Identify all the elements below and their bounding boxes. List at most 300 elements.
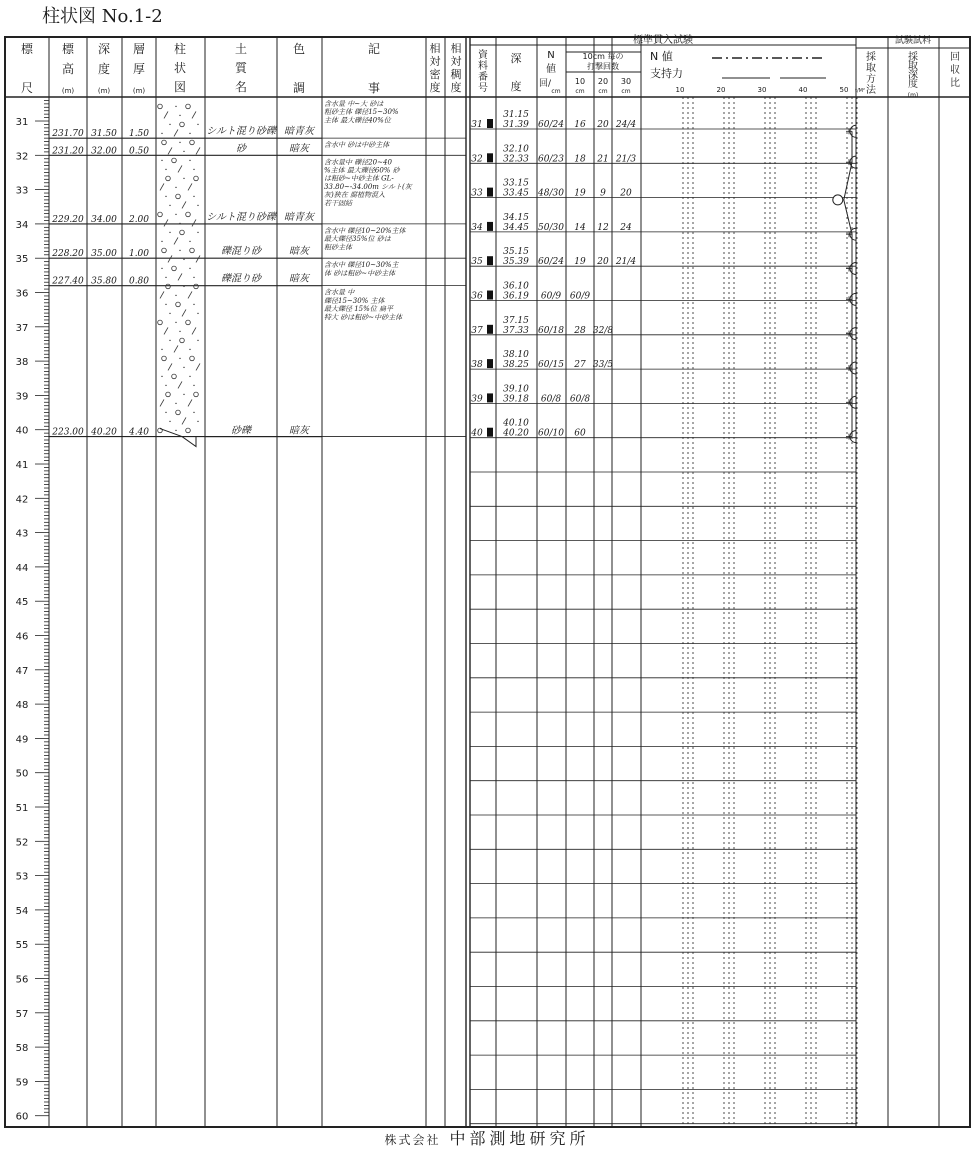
column-sand-mark (161, 241, 162, 242)
spt-sample-marker (487, 359, 493, 368)
spt-top-depth: 33.15 (503, 178, 529, 189)
n-value-line (844, 131, 852, 436)
layer-thickness: 2.00 (128, 214, 150, 225)
column-sand-mark (161, 376, 162, 377)
layer-depth: 35.00 (91, 249, 117, 260)
header-column: 図 (173, 80, 187, 94)
column-sand-mark (193, 196, 194, 197)
scale-label: 39 (15, 391, 29, 403)
column-silt-mark (174, 129, 178, 136)
spt-top-depth: 34.15 (503, 212, 529, 223)
header-scale: 標 (20, 42, 34, 56)
header-n-value: 値 (546, 64, 556, 75)
spt-blows-10: 60 (574, 428, 586, 439)
column-silt-mark (174, 345, 178, 352)
layer-soil-name: 砂 (236, 143, 246, 155)
column-sand-mark (183, 394, 184, 395)
spt-bottom-depth: 36.19 (503, 291, 529, 302)
layer-remark: 礫径15~30% 主体 (324, 296, 385, 305)
layer-depth: 31.50 (91, 129, 117, 140)
header-sampling-depth-unit: (m) (907, 92, 919, 99)
spt-bottom-depth: 34.45 (503, 222, 529, 233)
spt-n-value: 60/10 (538, 428, 564, 439)
header-relative-density: 密 (429, 68, 441, 81)
column-sand-mark (197, 205, 198, 206)
spt-sample-no: 37 (471, 325, 483, 336)
column-silt-mark (178, 165, 182, 172)
column-silt-mark (182, 417, 186, 424)
scale-label: 33 (15, 185, 29, 197)
header-thickness: 層 (132, 42, 146, 56)
header-blows-title: 打撃回数 (587, 62, 619, 71)
spt-n-value: 50/30 (538, 222, 564, 233)
column-sand-mark (193, 169, 194, 170)
header-sampling-depth: 度 (908, 79, 918, 90)
header-spt-group: 標準貫入試験 (633, 35, 693, 46)
spt-bottom-depth: 39.18 (503, 394, 529, 405)
column-silt-mark (160, 399, 164, 406)
scale-label: 53 (15, 871, 29, 883)
scale-label: 60 (15, 1111, 29, 1123)
header-blows-unit: cm (575, 88, 585, 95)
spt-sample-no: 33 (471, 188, 483, 199)
column-sand-mark (161, 160, 162, 161)
header-chart-bearing: 支持力 (650, 67, 683, 80)
header-n-unit: 回/ (538, 79, 552, 89)
spt-blows-10: 14 (574, 222, 586, 233)
column-gravel-mark (194, 176, 199, 181)
column-silt-mark (196, 147, 200, 154)
column-sand-mark (189, 349, 190, 350)
column-gravel-mark (172, 266, 177, 271)
header-elevation: 高 (61, 62, 75, 76)
column-sand-mark (183, 259, 184, 260)
company-name: 中部測地研究所 (449, 1129, 590, 1148)
spt-top-depth: 35.15 (503, 247, 529, 258)
column-sand-mark (169, 313, 170, 314)
spt-blows-10: 60/9 (569, 291, 591, 302)
column-sand-mark (197, 313, 198, 314)
column-gravel-mark (176, 302, 181, 307)
spt-bottom-depth: 40.20 (503, 428, 529, 439)
column-gravel-mark (158, 320, 163, 325)
column-gravel-mark (172, 158, 177, 163)
column-sand-mark (179, 250, 180, 251)
column-sand-mark (189, 241, 190, 242)
column-gravel-mark (190, 356, 195, 361)
layer-remark: 若干固結 (324, 199, 352, 208)
spt-blows-10: 60/8 (569, 394, 591, 405)
spt-sample-no: 35 (471, 257, 483, 268)
scale-label: 55 (15, 940, 29, 952)
column-gravel-mark (162, 356, 167, 361)
spt-top-depth: 39.10 (503, 384, 529, 395)
layer-elevation: 228.20 (52, 249, 84, 260)
column-silt-mark (188, 183, 192, 190)
header-blows-col: 20 (597, 77, 609, 86)
header-color: 調 (292, 81, 306, 95)
spt-sample-no: 39 (471, 394, 483, 405)
layer-remark: 含水量中 礫径20~40 (324, 158, 392, 167)
column-sand-mark (169, 205, 170, 206)
scale-label: 48 (15, 700, 29, 712)
header-spt-depth: 度 (510, 80, 522, 93)
spt-n-value: 60/23 (538, 154, 564, 165)
layer-remark: 含水中 礫径10~20%主体 (324, 226, 406, 235)
column-sand-mark (183, 151, 184, 152)
header-sampling-method: 法 (866, 85, 876, 96)
scale-label: 58 (15, 1043, 29, 1055)
spt-sample-marker (487, 119, 493, 128)
spt-blows-20: 32/8 (592, 325, 614, 336)
column-silt-mark (168, 255, 172, 262)
chart-tick-label: 20 (716, 86, 726, 94)
layer-remark: 最大礫径 15%位 扁平 (324, 305, 394, 314)
column-silt-mark (178, 273, 182, 280)
layer-depth: 32.00 (91, 146, 117, 157)
spt-top-depth: 40.10 (503, 418, 529, 429)
layer-elevation: 227.40 (52, 276, 84, 287)
layer-remark: 最大礫径35%位 砂は (324, 235, 391, 244)
spt-blows-10: 16 (574, 120, 586, 131)
spt-n-value: 60/24 (538, 120, 564, 131)
header-depth: 深 (97, 42, 111, 56)
column-silt-mark (164, 327, 168, 334)
header-sampling-method: 方 (866, 74, 876, 85)
spt-bottom-depth: 33.45 (503, 188, 529, 199)
layer-remark: 粗砂主体 (324, 243, 352, 252)
header-thickness: 厚 (132, 62, 146, 76)
layer-remark: 含水中 礫径10~30%主 (324, 261, 399, 270)
spt-blows-10: 27 (574, 360, 586, 371)
header-elevation: 標 (61, 42, 75, 56)
column-sand-mark (179, 223, 180, 224)
header-sampling-group: 試験試料 (894, 36, 932, 46)
column-sand-mark (179, 358, 180, 359)
header-sampling-depth: 取 (908, 61, 918, 72)
column-silt-mark (196, 255, 200, 262)
spt-blows-30: 24/4 (615, 120, 637, 131)
spt-blows-20: 20 (597, 257, 609, 268)
column-silt-mark (160, 183, 164, 190)
layer-remark: 主体 最大礫径40%位 (324, 116, 391, 125)
layer-color: 暗灰 (289, 273, 309, 285)
column-gravel-mark (158, 104, 163, 109)
header-recovery: 回 (950, 52, 960, 63)
scale-label: 37 (15, 322, 29, 334)
spt-blows-10: 28 (574, 325, 586, 336)
spt-sample-no: 32 (471, 154, 483, 165)
header-sample-no: 番 (478, 72, 488, 83)
column-sand-mark (179, 331, 180, 332)
layer-remark: は粗砂~中砂主体 GL- (324, 174, 394, 183)
column-sand-mark (165, 385, 166, 386)
column-sand-mark (169, 421, 170, 422)
column-gravel-mark (180, 230, 185, 235)
column-gravel-mark (190, 140, 195, 145)
page-title: 柱状図 No.1-2 (42, 6, 163, 27)
column-sand-mark (183, 178, 184, 179)
layer-remark: 含水量 中 (324, 288, 355, 297)
spt-sample-marker (487, 428, 493, 437)
spt-sample-marker (487, 291, 493, 300)
column-sand-mark (189, 268, 190, 269)
header-n-value: N (547, 50, 555, 61)
spt-sample-marker (487, 222, 493, 231)
column-sand-mark (193, 304, 194, 305)
layer-depth: 35.80 (91, 276, 117, 287)
header-soil-name: 土 (234, 42, 248, 56)
scale-label: 41 (15, 460, 29, 472)
column-sand-mark (161, 268, 162, 269)
column-gravel-mark (172, 374, 177, 379)
column-sand-mark (189, 376, 190, 377)
column-silt-mark (188, 291, 192, 298)
scale-label: 57 (15, 1008, 29, 1020)
header-soil-name: 名 (234, 80, 248, 94)
scale-label: 35 (15, 254, 29, 266)
column-gravel-mark (158, 212, 163, 217)
scale-label: 50 (15, 768, 29, 780)
column-gravel-mark (166, 392, 171, 397)
column-sand-mark (165, 196, 166, 197)
header-sampling-depth: 採 (908, 52, 918, 63)
layer-elevation: 229.20 (52, 214, 84, 225)
column-sand-mark (175, 430, 176, 431)
spt-bottom-depth: 38.25 (503, 360, 529, 371)
spt-n-value: 48/30 (538, 188, 564, 199)
header-blows-unit: cm (621, 88, 631, 95)
header-depth-unit: (m) (97, 87, 111, 95)
scale-label: 40 (15, 425, 29, 437)
layer-color: 暗灰 (289, 425, 309, 437)
column-silt-mark (168, 147, 172, 154)
column-gravel-mark (186, 212, 191, 217)
scale-label: 47 (15, 665, 29, 677)
column-sand-mark (183, 286, 184, 287)
scale-label: 54 (15, 905, 29, 917)
column-silt-mark (192, 111, 196, 118)
spt-n-value: 60/9 (540, 291, 562, 302)
layer-depth: 40.20 (91, 427, 117, 438)
column-sand-mark (189, 133, 190, 134)
layer-remark: 33.80~-34.00m シルト(灰 (324, 182, 412, 191)
spt-blows-20: 20 (597, 120, 609, 131)
column-sand-mark (197, 340, 198, 341)
header-color: 色 (292, 42, 306, 56)
header-chart-title: N 値 (650, 50, 673, 63)
layer-remark: 含水量 中~大 砂は (324, 100, 384, 108)
spt-sample-marker (487, 153, 493, 162)
chart-tick-label: 10 (675, 86, 685, 94)
header-relative-consistency: 稠 (450, 68, 462, 81)
spt-sample-marker (487, 188, 493, 197)
header-blows-unit: cm (598, 88, 608, 95)
layer-remark: %主体 最大礫径60% 砂 (324, 166, 400, 175)
header-relative-density: 相 (429, 42, 441, 55)
spt-blows-10: 19 (574, 188, 586, 199)
header-elevation-unit: (m) (61, 87, 75, 95)
layer-thickness: 1.00 (128, 249, 150, 260)
spt-blows-30: 24 (620, 222, 632, 233)
spt-blows-10: 19 (574, 257, 586, 268)
header-column: 状 (173, 61, 187, 75)
chart-tick-label: 40 (798, 86, 808, 94)
scale-label: 49 (15, 734, 29, 746)
column-sand-mark (175, 403, 176, 404)
column-sand-mark (161, 349, 162, 350)
column-gravel-mark (190, 248, 195, 253)
column-gravel-mark (180, 122, 185, 127)
spt-sample-no: 34 (471, 222, 483, 233)
column-sand-mark (175, 187, 176, 188)
column-sand-mark (179, 115, 180, 116)
column-sand-mark (165, 169, 166, 170)
n-value-point (833, 195, 843, 205)
scale-label: 44 (15, 562, 29, 574)
scale-label: 59 (15, 1077, 29, 1089)
scale-label: 34 (15, 219, 29, 231)
layer-color: 暗灰 (289, 246, 309, 258)
column-sand-mark (165, 412, 166, 413)
header-recovery: 収 (950, 65, 960, 76)
column-sand-mark (193, 277, 194, 278)
layer-color: 暗青灰 (284, 126, 314, 138)
layer-remark: 灰)狭在 腐植物混入 (324, 191, 385, 200)
header-blows-col: 30 (620, 77, 632, 86)
column-silt-mark (164, 219, 168, 226)
chart-tick-label: 50 (839, 86, 849, 94)
layer-soil-name: 砂礫 (231, 425, 251, 437)
layer-thickness: 0.50 (128, 146, 150, 157)
header-sampling-method: 採 (866, 52, 876, 63)
header-relative-consistency: 度 (450, 81, 462, 94)
header-remarks: 事 (367, 81, 381, 95)
column-gravel-mark (186, 104, 191, 109)
spt-sample-marker (487, 325, 493, 334)
scale-label: 32 (15, 151, 29, 163)
layer-remark: 体 砂は粗砂~中砂主体 (324, 269, 396, 278)
column-silt-mark (168, 363, 172, 370)
company-prefix: 株式会社 (384, 1133, 441, 1147)
column-sand-mark (165, 277, 166, 278)
layer-remark: 特大 砂は粗砂~中砂主体 (324, 313, 403, 322)
header-relative-density: 度 (429, 81, 441, 94)
column-gravel-mark (166, 176, 171, 181)
chart-tick-label: 30 (757, 86, 767, 94)
spt-sample-no: 31 (471, 120, 483, 131)
layer-elevation: 223.00 (52, 427, 84, 438)
column-silt-mark (164, 111, 168, 118)
scale-label: 43 (15, 528, 29, 540)
column-gravel-mark (186, 320, 191, 325)
header-blows-col: 10 (574, 77, 586, 86)
layer-soil-name: シルト混り砂礫 (206, 211, 276, 223)
layer-soil-name: シルト混り砂礫 (206, 126, 276, 138)
spt-top-depth: 37.15 (503, 315, 529, 326)
header-depth: 度 (97, 62, 111, 76)
spt-top-depth: 36.10 (503, 281, 529, 292)
header-n-unit: cm (551, 88, 561, 95)
column-silt-mark (196, 363, 200, 370)
column-sand-mark (175, 295, 176, 296)
layer-color: 暗青灰 (284, 211, 314, 223)
scale-label: 31 (15, 117, 29, 129)
spt-top-depth: 31.15 (503, 110, 529, 121)
column-gravel-mark (180, 338, 185, 343)
spt-bottom-depth: 35.39 (503, 257, 529, 268)
spt-bottom-depth: 32.33 (503, 154, 529, 165)
spt-blows-20: 33/5 (592, 360, 614, 371)
column-silt-mark (182, 309, 186, 316)
column-gravel-mark (186, 428, 191, 433)
column-gravel-mark (176, 410, 181, 415)
table-frame (5, 37, 970, 1127)
column-silt-mark (160, 291, 164, 298)
layer-thickness: 1.50 (128, 129, 150, 140)
column-silt-mark (178, 381, 182, 388)
column-sand-mark (169, 124, 170, 125)
scale-label: 52 (15, 837, 29, 849)
spt-sample-marker (487, 256, 493, 265)
column-silt-mark (174, 237, 178, 244)
column-sand-mark (189, 160, 190, 161)
column-gravel-mark (176, 194, 181, 199)
column-sand-mark (175, 106, 176, 107)
column-gravel-mark (194, 284, 199, 289)
column-silt-mark (188, 399, 192, 406)
layer-remark: 粗砂主体 礫径15~30% (324, 108, 399, 117)
column-silt-mark (182, 201, 186, 208)
header-sample-no: 号 (478, 83, 488, 94)
header-remarks: 記 (367, 42, 381, 56)
header-blows-title: 10cm 毎の (582, 52, 624, 61)
spt-top-depth: 32.10 (503, 144, 529, 155)
header-sample-no: 料 (478, 61, 488, 72)
column-sand-mark (161, 133, 162, 134)
header-soil-name: 質 (234, 61, 248, 75)
spt-sample-no: 36 (471, 291, 483, 302)
header-relative-density: 対 (429, 55, 441, 68)
column-gravel-mark (166, 284, 171, 289)
spt-blows-10: 18 (574, 154, 586, 165)
spt-n-value: 60/8 (540, 394, 562, 405)
spt-n-value: 60/24 (538, 257, 564, 268)
layer-depth: 34.00 (91, 214, 117, 225)
header-relative-consistency: 対 (450, 55, 462, 68)
spt-blows-20: 12 (597, 222, 609, 233)
column-gravel-mark (194, 392, 199, 397)
header-scale: 尺 (20, 81, 34, 95)
column-silt-mark (192, 219, 196, 226)
column-sand-mark (197, 124, 198, 125)
header-thickness-unit: (m) (132, 87, 146, 95)
scale-label: 36 (15, 288, 29, 300)
header-relative-consistency: 相 (450, 42, 462, 55)
scale-label: 45 (15, 597, 29, 609)
column-sand-mark (179, 142, 180, 143)
spt-n-value: 60/18 (538, 325, 564, 336)
column-end-mark (160, 429, 196, 447)
spt-sample-marker (487, 393, 493, 402)
layer-elevation: 231.70 (52, 129, 84, 140)
layer-elevation: 231.20 (52, 146, 84, 157)
spt-n-value: 60/15 (538, 360, 564, 371)
spt-top-depth: 38.10 (503, 350, 529, 361)
spt-bottom-depth: 31.39 (503, 120, 529, 131)
column-sand-mark (169, 232, 170, 233)
company-footer (0, 1126, 974, 1149)
